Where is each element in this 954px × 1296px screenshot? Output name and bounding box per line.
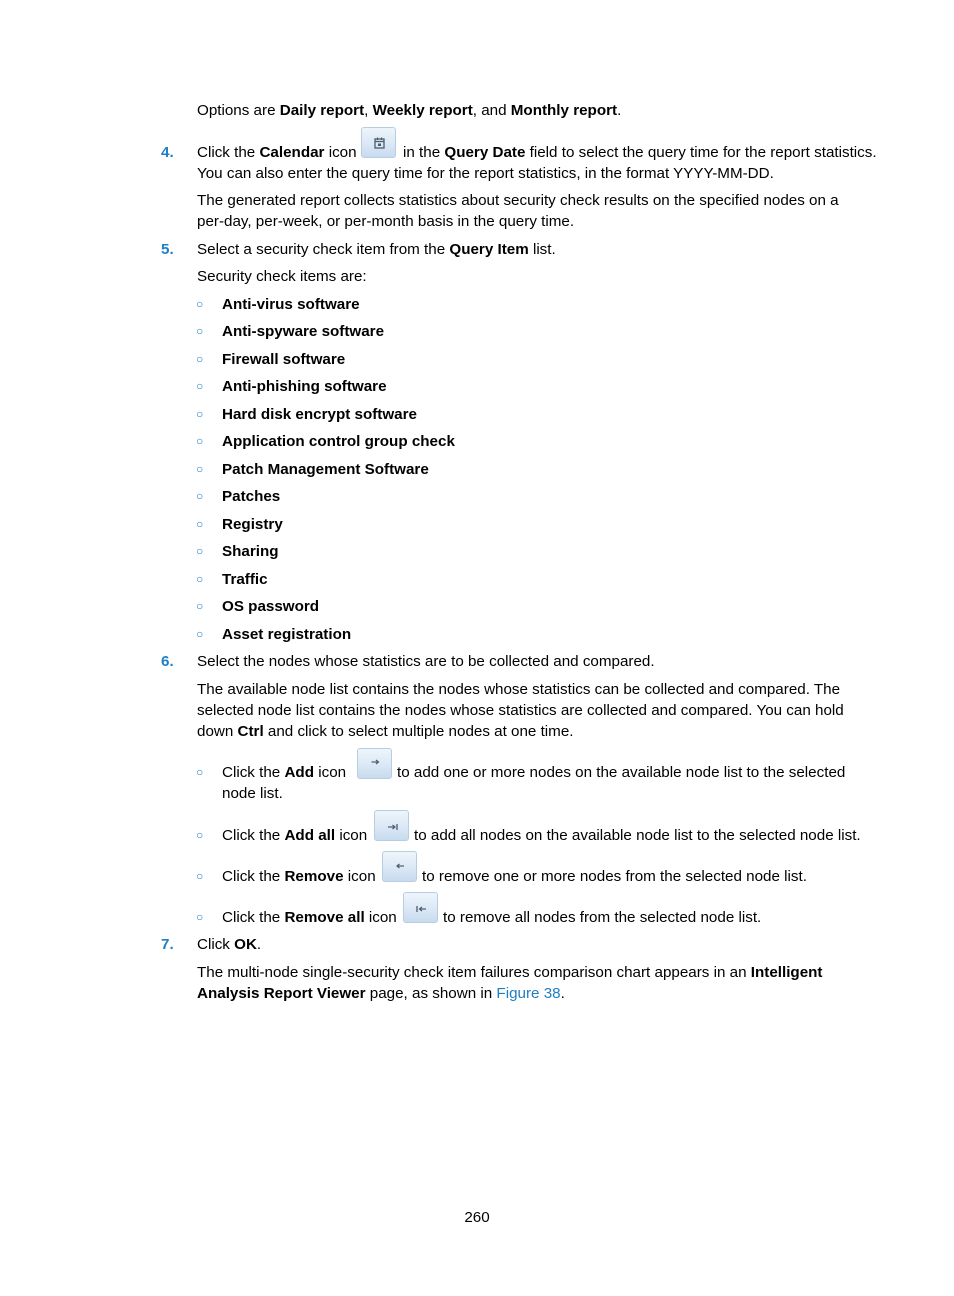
step-number: 4.: [161, 144, 174, 161]
calendar-glyph: [362, 128, 397, 159]
bullet-icon: ○: [196, 462, 204, 476]
page-number: 260: [464, 1209, 490, 1226]
step-text: list.: [528, 241, 556, 258]
intro-text: Options are: [197, 102, 280, 119]
list-item: Firewall software: [222, 351, 346, 368]
arrow-right-icon[interactable]: [357, 748, 392, 779]
list-item: Hard disk encrypt software: [222, 406, 417, 423]
intro-period: .: [617, 102, 622, 119]
intro-sep: ,: [364, 102, 373, 119]
step-text: .: [256, 936, 262, 953]
step-text: The multi-node single-security check item failures comparison chart appears in an: [197, 964, 751, 981]
remove-all-label: Remove all: [284, 909, 365, 926]
step-text: Click the: [197, 144, 260, 161]
arrow-left-icon[interactable]: [382, 851, 417, 882]
list-item: Traffic: [222, 571, 268, 588]
step-text: Click the: [222, 868, 285, 885]
step-number: 5.: [161, 241, 174, 258]
step7-para-line1: [197, 963, 822, 982]
step-text: Select a security check item from the: [197, 241, 450, 258]
arrow-left-glyph: [383, 852, 418, 883]
step-text: Click: [197, 936, 235, 953]
remove-line-right: to remove one or more nodes from the selected node list.: [422, 868, 807, 885]
list-item: Anti-phishing software: [222, 378, 387, 395]
ctrl-key-label: Ctrl: [237, 723, 264, 740]
bullet-icon: ○: [196, 517, 204, 531]
remove-label: Remove: [284, 868, 344, 885]
step5-subtitle: Security check items are:: [197, 268, 367, 285]
step-text: Click the: [222, 764, 285, 781]
arrow-right-bar-icon[interactable]: [374, 810, 409, 841]
step-text: field to select the query time for the report statistics.: [525, 144, 877, 161]
list-item: Anti-spyware software: [222, 323, 385, 340]
step4-para-line1: The generated report collects statistics about security check results on the specified nodes on a: [197, 192, 839, 209]
bullet-icon: ○: [196, 765, 204, 779]
intelligent-label: Intelligent: [750, 964, 823, 981]
remove-all-line-right: to remove all nodes from the selected node list.: [443, 909, 762, 926]
arrow-right-glyph: [358, 749, 393, 780]
bullet-icon: ○: [196, 352, 204, 366]
step4-line1-right: [403, 143, 877, 162]
add-label: Add: [284, 764, 314, 781]
step6-line: Select the nodes whose statistics are to be collected and compared.: [197, 653, 655, 670]
step-number: 6.: [161, 653, 174, 670]
add-all-label: Add all: [284, 827, 336, 844]
bullet-icon: ○: [196, 407, 204, 421]
step7-line: [197, 935, 261, 954]
bullet-icon: ○: [196, 910, 204, 924]
add-line2: node list.: [222, 785, 283, 802]
monthly-report-label: Monthly report: [510, 102, 618, 119]
step-text: icon: [324, 144, 357, 161]
bullet-icon: ○: [196, 489, 204, 503]
step4-line2: You can also enter the query time for the report statistics, in the format YYYY-MM-DD.: [197, 165, 774, 182]
add-line-left: [222, 763, 346, 782]
step-text: down: [197, 723, 238, 740]
step-text: in the: [403, 144, 445, 161]
list-item: Asset registration: [222, 626, 352, 643]
intro-line: [197, 101, 621, 120]
bullet-icon: ○: [196, 379, 204, 393]
list-item: Registry: [222, 516, 283, 533]
bullet-icon: ○: [196, 434, 204, 448]
calendar-icon[interactable]: [361, 127, 396, 158]
bullet-icon: ○: [196, 869, 204, 883]
calendar-label: Calendar: [259, 144, 325, 161]
arrow-right-bar-glyph: [375, 811, 410, 842]
bullet-icon: ○: [196, 297, 204, 311]
ok-label: OK: [234, 936, 257, 953]
add-line-right: to add one or more nodes on the available node list to the selected: [397, 764, 846, 781]
step6-para-line2: selected node list contains the nodes whose statistics are collected and compared. You can hold: [197, 702, 844, 719]
step6-para-line1: The available node list contains the nodes whose statistics can be collected and compared. The: [197, 681, 841, 698]
list-item: Patches: [222, 488, 281, 505]
step-text: and click to select multiple nodes at one time.: [263, 723, 574, 740]
bullet-icon: ○: [196, 572, 204, 586]
figure-38-link[interactable]: Figure 38: [496, 985, 561, 1002]
list-item: Anti-virus software: [222, 296, 360, 313]
arrow-left-bar-icon[interactable]: [403, 892, 438, 923]
bullet-icon: ○: [196, 544, 204, 558]
step6-para-line3: [197, 722, 574, 741]
intro-sep: , and: [472, 102, 511, 119]
step-text: page, as shown in: [365, 985, 497, 1002]
weekly-report-label: Weekly report: [372, 102, 473, 119]
list-item: Application control group check: [222, 433, 455, 450]
daily-report-label: Daily report: [279, 102, 365, 119]
step4-para-line2: per-day, per-week, or per-month basis in the query time.: [197, 213, 575, 230]
list-item: Sharing: [222, 543, 279, 560]
query-item-label: Query Item: [449, 241, 529, 258]
add-all-line-right: to add all nodes on the available node list to the selected node list.: [414, 827, 861, 844]
step-text: icon: [314, 764, 347, 781]
step4-line1-left: [197, 143, 357, 162]
bullet-icon: ○: [196, 828, 204, 842]
step-number: 7.: [161, 936, 174, 953]
step-text: .: [560, 985, 565, 1002]
arrow-left-bar-glyph: [404, 893, 439, 924]
step-text: icon: [364, 909, 397, 926]
step-text: icon: [335, 827, 368, 844]
list-item: OS password: [222, 598, 320, 615]
bullet-icon: ○: [196, 627, 204, 641]
bullet-icon: ○: [196, 599, 204, 613]
remove-all-line-left: [222, 908, 397, 927]
step-text: icon: [343, 868, 376, 885]
report-viewer-label: Analysis Report Viewer: [197, 985, 366, 1002]
step5-line: [197, 240, 556, 259]
step-text: Click the: [222, 909, 285, 926]
query-date-label: Query Date: [444, 144, 526, 161]
step-text: Click the: [222, 827, 285, 844]
list-item: Patch Management Software: [222, 461, 429, 478]
add-all-line-left: [222, 826, 367, 845]
bullet-icon: ○: [196, 324, 204, 338]
step7-para-line2: [197, 984, 565, 1003]
remove-line-left: [222, 867, 376, 886]
